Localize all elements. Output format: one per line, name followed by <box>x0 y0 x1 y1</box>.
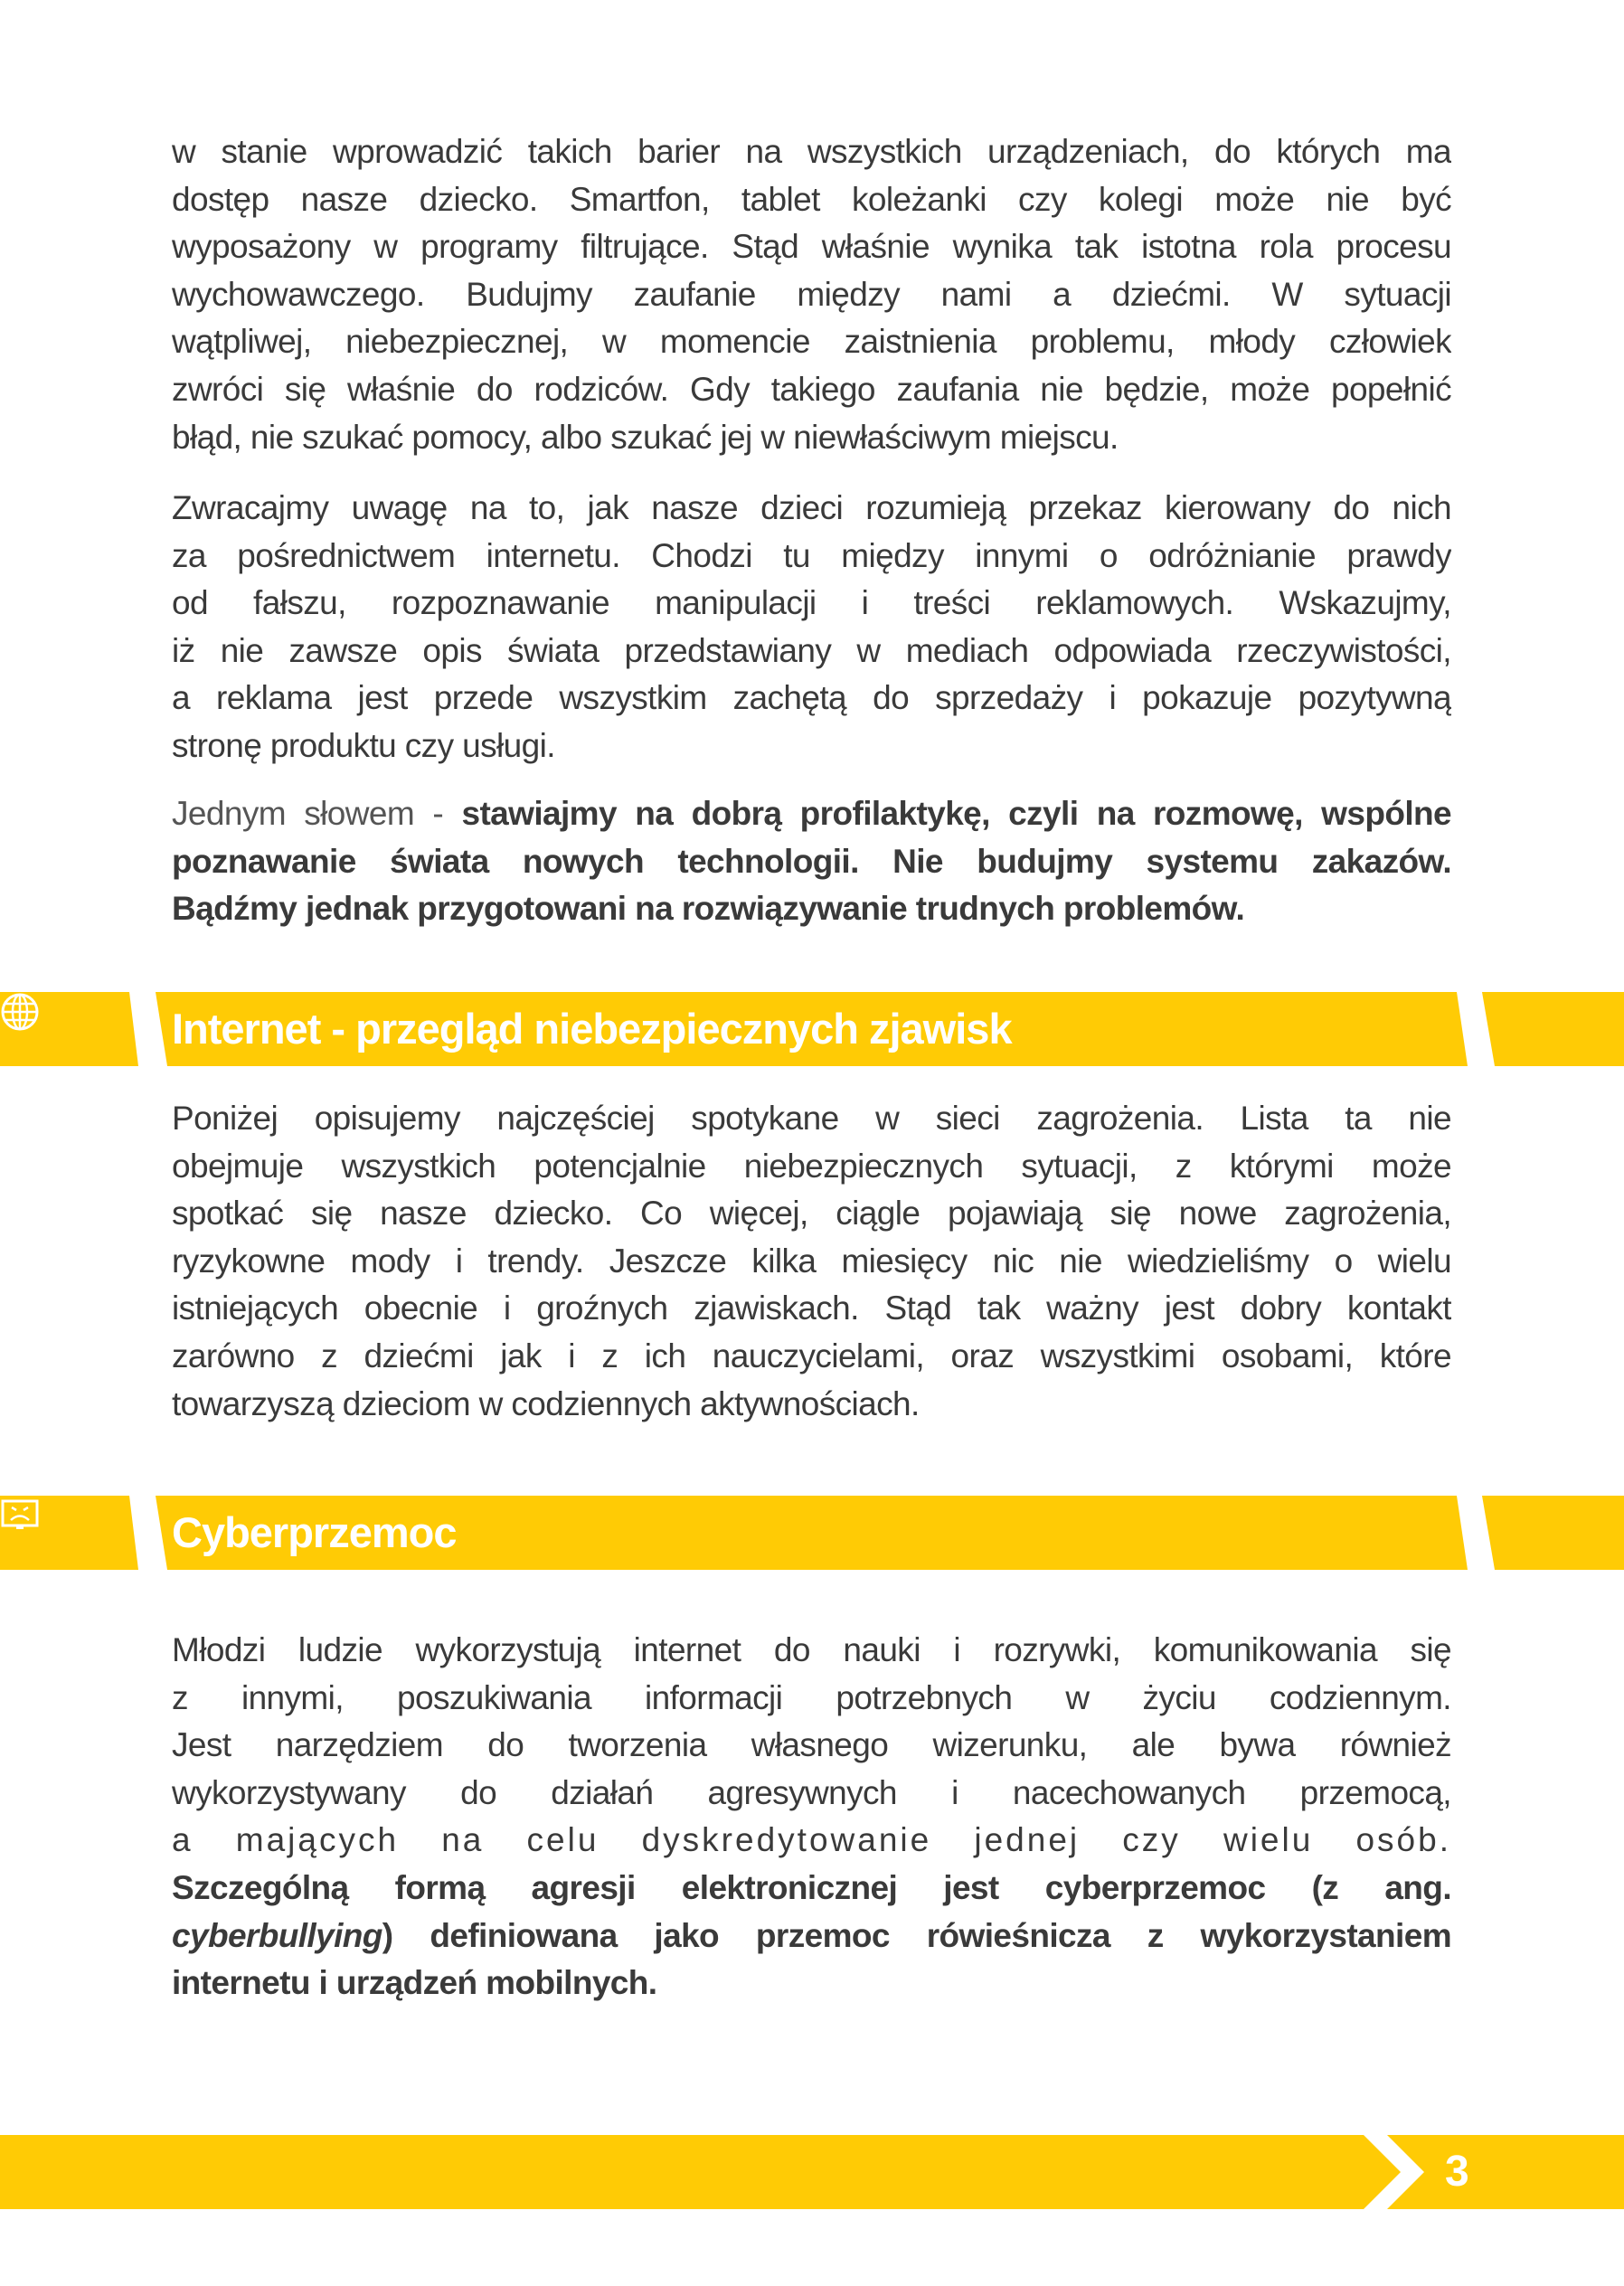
text-line: Szczególną formą agresji elektronicznej jest cyberprzemoc (z ang. <box>172 1868 1451 1906</box>
page-number: 3 <box>1445 2148 1469 2196</box>
section-header-cyberprzemoc <box>0 1496 1624 1570</box>
text-line: poznawanie świata nowych technologii. Nie budujmy systemu zakazów. <box>172 842 1451 880</box>
text-line: za pośrednictwem internetu. Chodzi tu między innymi o odróżnianie prawdy <box>172 536 1451 574</box>
text-line <box>172 1913 1451 1960</box>
bold-text: ) definiowana jako przemoc rówieśnicza z wykorzystaniem <box>382 1916 1451 1954</box>
text-line: wykorzystywany do działań agresywnych i nacechowanych przemocą, <box>172 1773 1451 1811</box>
text-line: Młodzi ludzie wykorzystują internet do nauki i rozrywki, komunikowania się <box>172 1631 1451 1668</box>
text-line: a reklama jest przede wszystkim zachętą do sprzedaży i pokazuje pozytywną <box>172 679 1451 717</box>
text-line: a mających na celu dyskredytowanie jednej czy wielu osób. <box>172 1821 1451 1859</box>
text-line: Jest narzędziem do tworzenia własnego wizerunku, ale bywa również <box>172 1726 1451 1764</box>
section-title: Internet - przegląd niebezpiecznych zjawisk <box>172 1005 1012 1053</box>
text-line: istniejących obecnie i groźnych zjawiskach. Stąd tak ważny jest dobry kontakt <box>172 1289 1451 1327</box>
footer-band <box>0 2135 1624 2209</box>
italic-term: cyberbullying <box>172 1916 382 1954</box>
text-line: zwróci się właśnie do rodziców. Gdy takiego zaufania nie będzie, może popełnić <box>172 370 1451 408</box>
text-line: błąd, nie szukać pomocy, albo szukać jej w niewłaściwym miejscu. <box>172 418 1119 456</box>
section-title: Cyberprzemoc <box>172 1508 457 1556</box>
section-cyber-paragraph <box>172 1627 1451 2007</box>
text-line: stronę produktu czy usługi. <box>172 726 555 764</box>
text-line: dostęp nasze dziecko. Smartfon, tablet koleżanki czy kolegi może nie być <box>172 180 1451 218</box>
text-line: wychowawczego. Budujmy zaufanie między nami a dziećmi. W sytuacji <box>172 275 1451 313</box>
angry-monitor-icon <box>0 1496 40 1535</box>
section-internet-paragraph <box>172 1095 1451 1428</box>
intro-text: Jednym słowem - <box>172 795 462 832</box>
text-line <box>172 790 1451 838</box>
text-line: internetu i urządzeń mobilnych. <box>172 1964 657 2002</box>
text-line: wyposażony w programy filtrujące. Stąd właśnie wynika tak istotna rola procesu <box>172 228 1451 266</box>
text-line: Poniżej opisujemy najczęściej spotykane w sieci zagrożenia. Lista ta nie <box>172 1100 1451 1137</box>
text-line: z innymi, poszukiwania informacji potrzebnych w życiu codziennym. <box>172 1678 1451 1716</box>
page-footer <box>0 2135 1624 2209</box>
text-line: w stanie wprowadzić takich barier na wszystkich urządzeniach, do których ma <box>172 133 1451 170</box>
text-line: iż nie zawsze opis świata przedstawiany w mediach odpowiada rzeczywistości, <box>172 631 1451 669</box>
text-line: zarówno z dziećmi jak i z ich nauczycielami, oraz wszystkimi osobami, które <box>172 1337 1451 1374</box>
text-line: spotkać się nasze dziecko. Co więcej, ciągle pojawiają się nowe zagrożenia, <box>172 1195 1451 1233</box>
text-line: obejmuje wszystkich potencjalnie niebezpiecznych sytuacji, z którymi może <box>172 1147 1451 1185</box>
bold-text: stawiajmy na dobrą profilaktykę, czyli na rozmowę, wspólne <box>461 795 1451 832</box>
paragraph-1 <box>172 128 1451 461</box>
text-line: wątpliwej, niebezpiecznej, w momencie zaistnienia problemu, młody człowiek <box>172 323 1451 361</box>
section-header-internet <box>0 992 1624 1066</box>
paragraph-3 <box>172 790 1451 933</box>
paragraph-2 <box>172 485 1451 770</box>
text-line: Zwracajmy uwagę na to, jak nasze dzieci rozumieją przekaz kierowany do nich <box>172 489 1451 526</box>
globe-icon <box>0 992 40 1032</box>
text-line: od fałszu, rozpoznawanie manipulacji i treści reklamowych. Wskazujmy, <box>172 584 1451 622</box>
text-line: towarzyszą dzieciom w codziennych aktywnościach. <box>172 1384 920 1422</box>
text-line: Bądźmy jednak przygotowani na rozwiązywanie trudnych problemów. <box>172 890 1245 928</box>
text-line: ryzykowne mody i trendy. Jeszcze kilka miesięcy nic nie wiedzieliśmy o wielu <box>172 1242 1451 1280</box>
